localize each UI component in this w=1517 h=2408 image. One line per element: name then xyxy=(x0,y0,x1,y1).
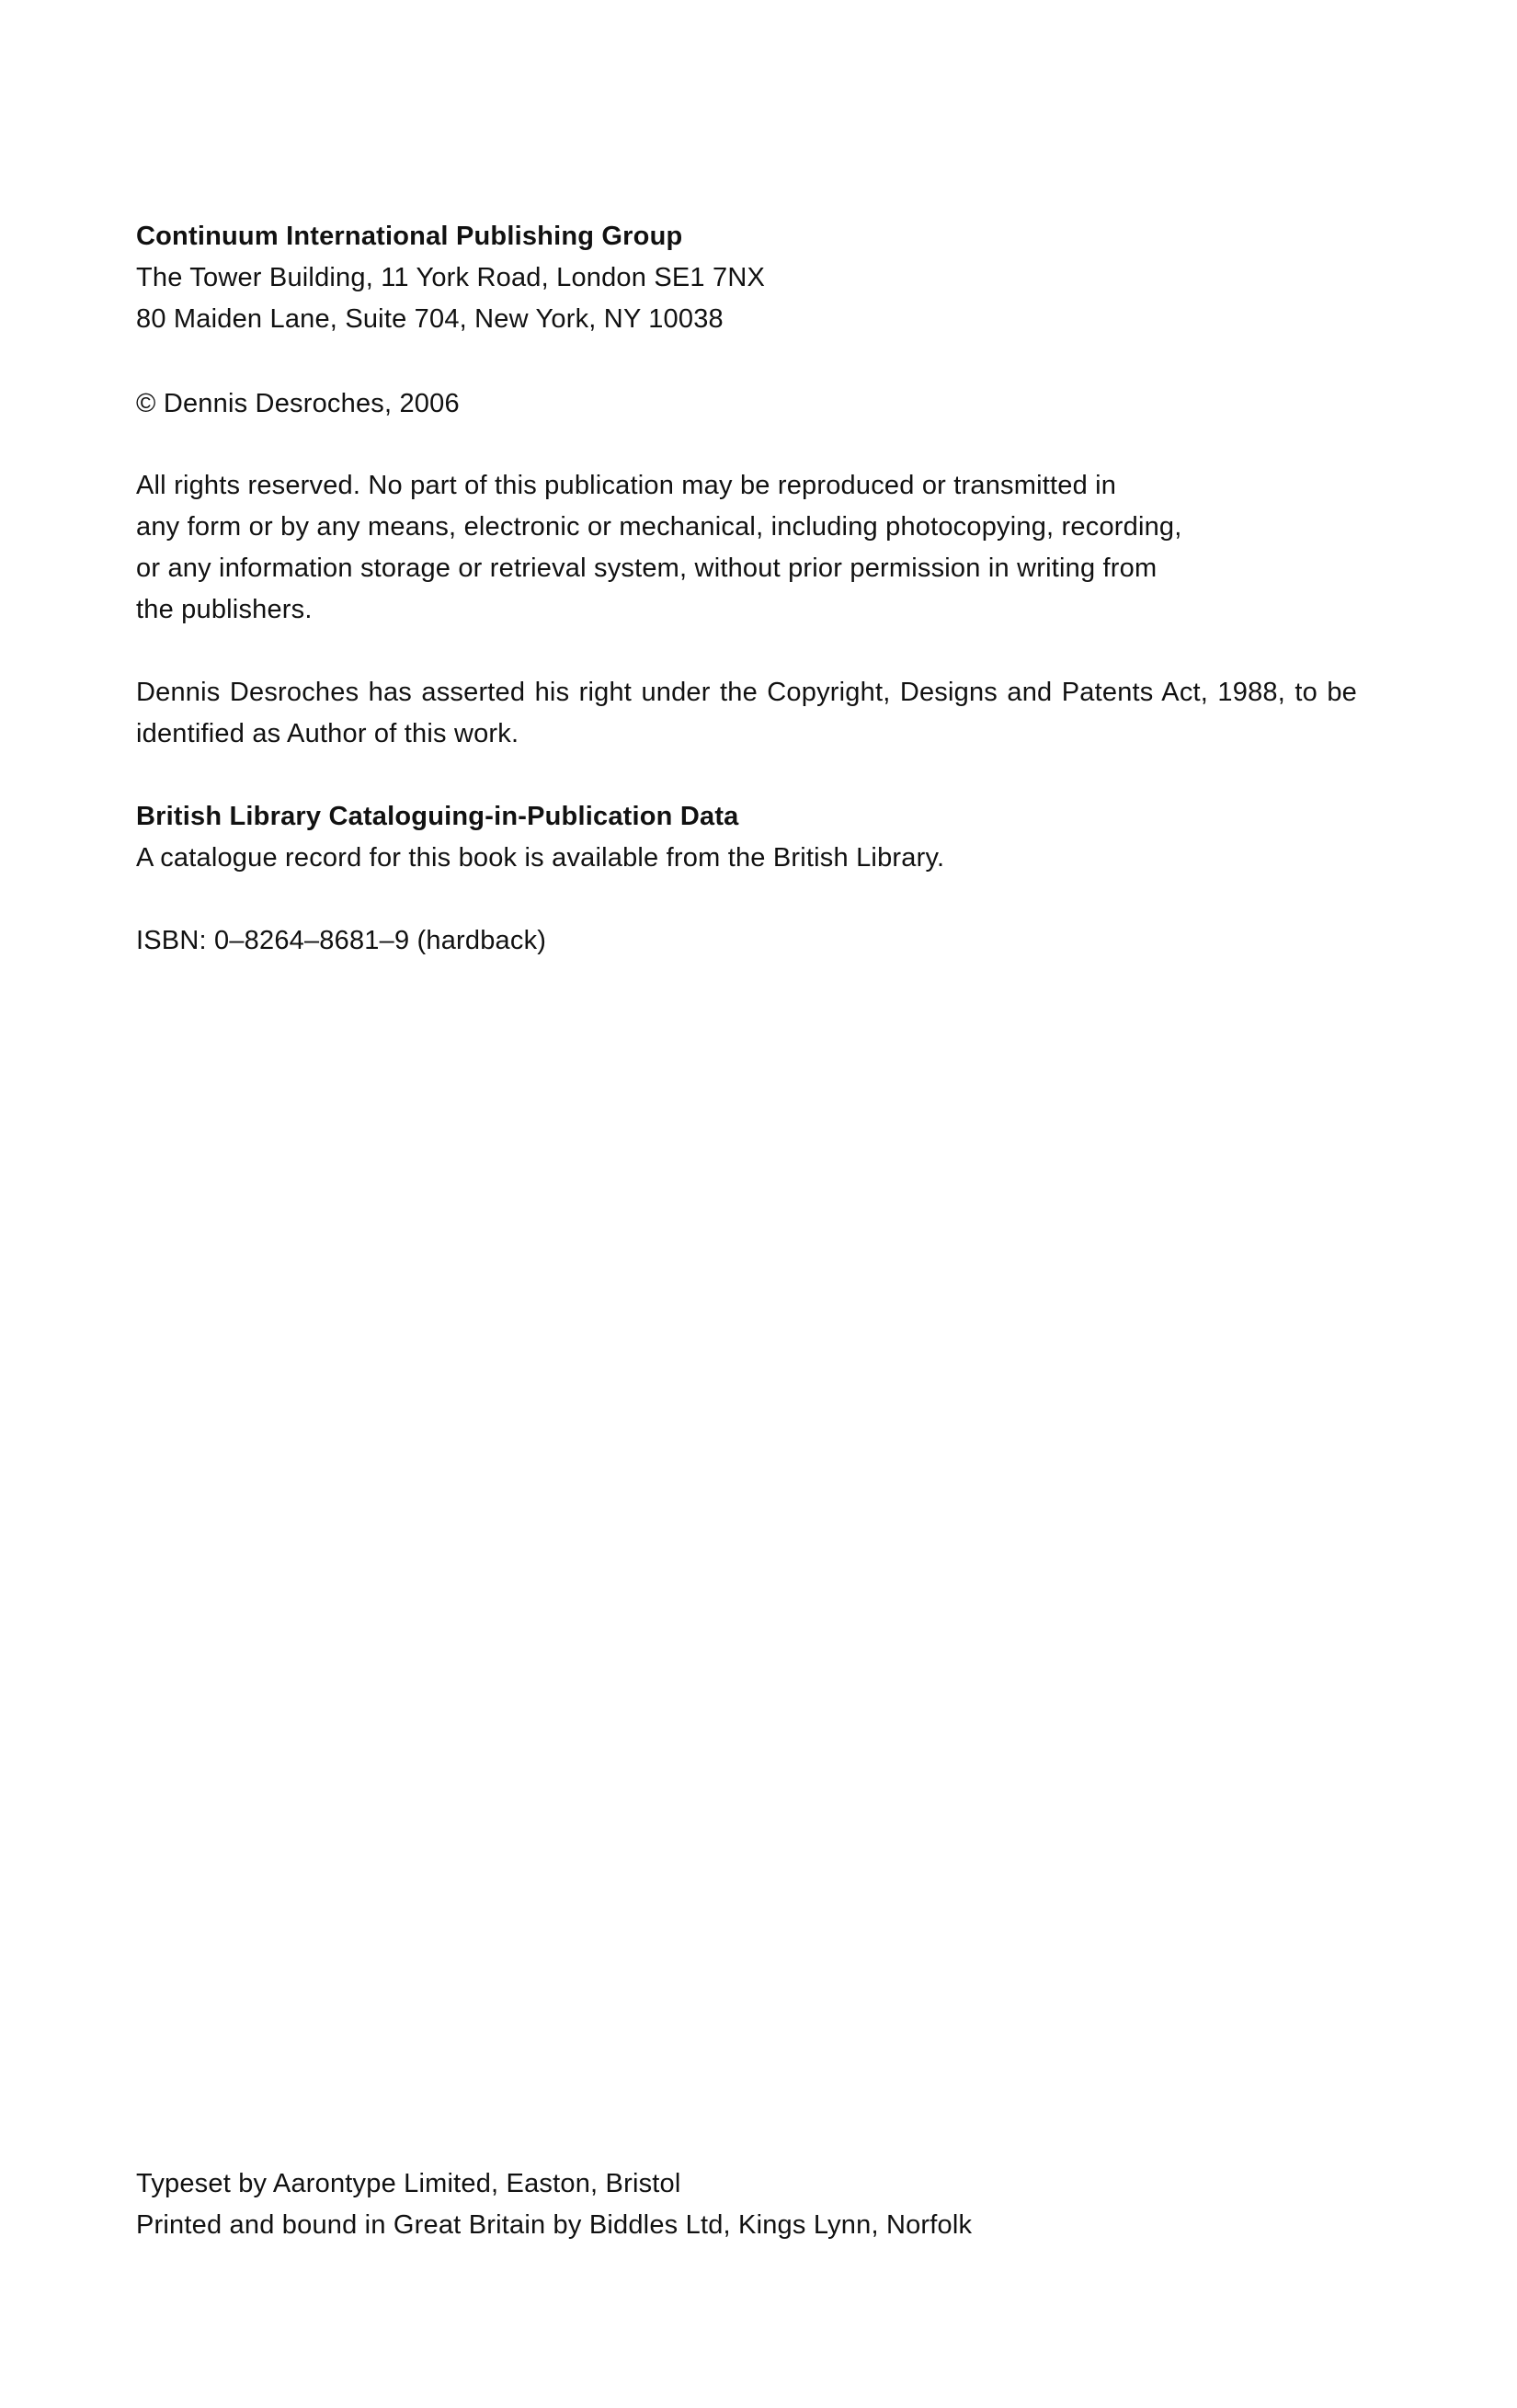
rights-line: the publishers. xyxy=(136,595,313,624)
copyright-line: © Dennis Desroches, 2006 xyxy=(136,389,460,418)
rights-line: or any information storage or retrieval system, without prior permission in writing from xyxy=(136,553,1158,583)
rights-reserved-paragraph xyxy=(136,465,1386,631)
copyright-notice xyxy=(136,383,1386,425)
isbn-line: ISBN: 0–8264–8681–9 (hardback) xyxy=(136,926,547,955)
assertion-line: Dennis Desroches has asserted his right under the Copyright, Designs and Patents Act, 1988, to be xyxy=(136,678,1357,707)
publisher-address-newyork: 80 Maiden Lane, Suite 704, New York, NY 10038 xyxy=(136,304,724,334)
isbn xyxy=(136,920,1386,962)
cip-heading: British Library Cataloguing-in-Publication Data xyxy=(136,802,739,831)
publisher-info xyxy=(136,216,1386,340)
assertion-line: identified as Author of this work. xyxy=(136,719,519,748)
cip-data xyxy=(136,796,1386,879)
publisher-name: Continuum International Publishing Group xyxy=(136,222,683,251)
cip-text: A catalogue record for this book is available from the British Library. xyxy=(136,843,945,873)
publisher-address-london: The Tower Building, 11 York Road, London SE1 7NX xyxy=(136,263,766,292)
printed-line: Printed and bound in Great Britain by Biddles Ltd, Kings Lynn, Norfolk xyxy=(136,2210,973,2240)
rights-line: any form or by any means, electronic or mechanical, including photocopying, recording, xyxy=(136,512,1182,542)
author-assertion-paragraph xyxy=(136,672,1386,755)
rights-line: All rights reserved. No part of this publication may be reproduced or transmitted in xyxy=(136,471,1117,500)
printer-info xyxy=(136,2163,1386,2246)
typeset-line: Typeset by Aarontype Limited, Easton, Bristol xyxy=(136,2169,681,2198)
